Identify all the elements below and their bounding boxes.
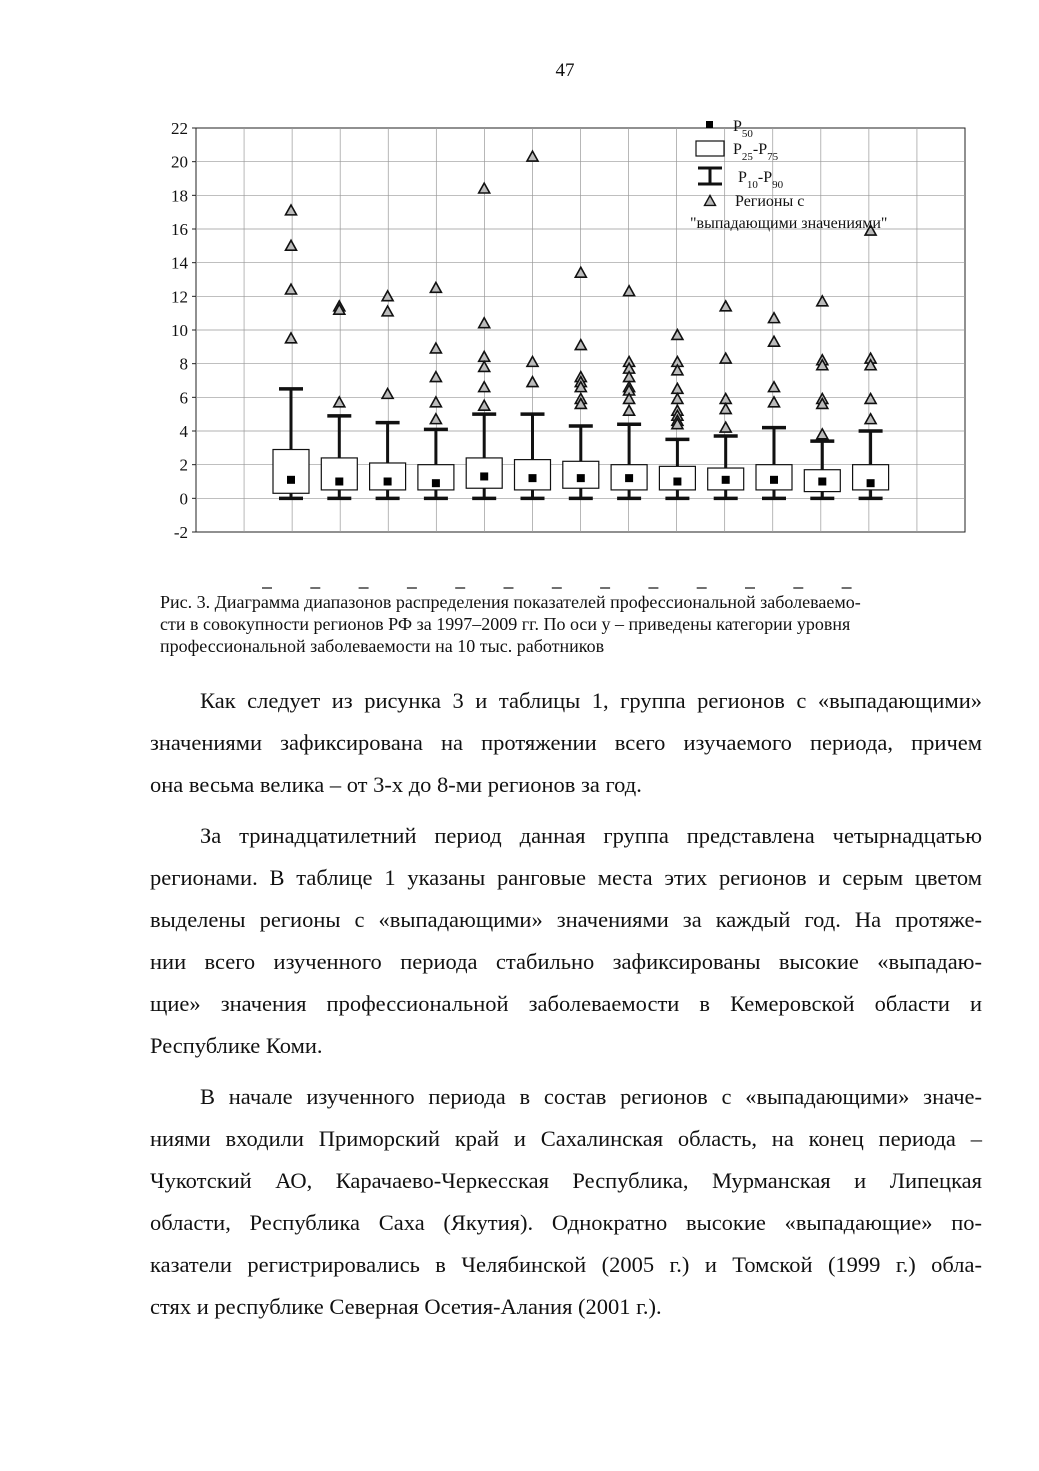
y-tick-label: 6 — [179, 388, 188, 408]
median-marker — [529, 474, 537, 482]
text-line: области, Республика Саха (Якутия). Однократно высокие «выпадающие» по- — [150, 1210, 982, 1235]
box-iqr — [273, 450, 309, 494]
y-tick-label: 16 — [171, 220, 188, 239]
median-marker — [384, 478, 392, 486]
caption-line: профессиональной заболеваемости на 10 тыс. работников — [160, 636, 605, 656]
text-line: значениями зафиксирована на протяжении всего изучаемого периода, причем — [150, 730, 982, 755]
legend-median-symbol — [706, 121, 713, 128]
y-tick-label: 20 — [171, 152, 188, 172]
median-marker — [577, 474, 585, 482]
median-marker — [335, 478, 343, 486]
text-line: нии всего изученного периода стабильно зафиксированы высокие «выпадаю- — [150, 949, 982, 974]
text-line: щие» значения профессиональной заболеваемости в Кемеровской области и — [150, 991, 982, 1016]
y-tick-label: 4 — [179, 422, 188, 441]
caption-line: Рис. 3. Диаграмма диапазонов распределения показателей профессиональной заболеваемо- — [160, 592, 861, 612]
text-line: казатели регистрировались в Челябинской (2005 г.) и Томской (1999 г.) обла- — [150, 1252, 982, 1277]
median-marker — [432, 479, 440, 487]
median-marker — [287, 476, 295, 484]
median-marker — [818, 478, 826, 486]
paragraph — [150, 680, 982, 806]
text-line: регионами. В таблице 1 указаны ранговые места этих регионов и серым цветом — [150, 865, 982, 890]
paragraph — [150, 1076, 982, 1328]
box-iqr — [370, 463, 406, 490]
median-marker — [480, 472, 488, 480]
y-tick-label: -2 — [173, 523, 188, 542]
figure-caption — [160, 591, 982, 657]
median-marker — [722, 476, 730, 484]
text-line: стях и республике Северная Осетия-Алания (2001 г.). — [150, 1294, 662, 1319]
median-marker — [625, 474, 633, 482]
y-tick-label: 0 — [179, 489, 188, 509]
text-line: Республике Коми. — [150, 1033, 323, 1058]
y-tick-label: 8 — [179, 354, 188, 374]
legend-outlier-label: "выпадающими значениями" — [690, 215, 888, 232]
caption-line: сти в совокупности регионов РФ за 1997–2009 гг. По оси у – приведены категории уровня — [160, 614, 851, 634]
text-line: В начале изученного периода в состав регионов с «выпадающими» значе- — [200, 1084, 982, 1109]
text-line: выделены регионы с «выпадающими» значениями за каждый год. На протяже- — [150, 907, 982, 932]
y-tick-label: 12 — [171, 287, 188, 307]
y-tick-label: 10 — [171, 321, 188, 340]
box-plot-chart — [150, 110, 980, 590]
body-text — [150, 680, 982, 1337]
text-line: Как следует из рисунка 3 и таблицы 1, группа регионов с «выпадающими» — [200, 688, 982, 713]
y-tick-label: 22 — [171, 119, 188, 138]
median-marker — [867, 479, 875, 487]
text-line: За тринадцатилетний период данная группа представлена четырнадцатью — [200, 823, 982, 848]
legend-box-label: $P_{25}-P_{75}$ — [733, 141, 779, 163]
page-number: 47 — [555, 60, 575, 81]
legend-whisker-label: $P_{10}-P_{90}$ — [738, 169, 784, 191]
text-line: ниями входили Приморский край и Сахалинская область, на конец периода – — [150, 1126, 982, 1151]
y-tick-label: 18 — [171, 186, 188, 206]
y-tick-label: 2 — [179, 455, 188, 475]
median-marker — [673, 478, 681, 486]
text-line: она весьма велика – от 3-х до 8-ми регионов за год. — [150, 772, 642, 797]
median-marker — [770, 476, 778, 484]
y-tick-label: 14 — [171, 253, 188, 273]
legend-outlier-label: Регионы с — [735, 193, 805, 210]
legend-median-label: $P_{50}$ — [733, 118, 753, 140]
legend-box-symbol — [696, 141, 724, 156]
paragraph — [150, 815, 982, 1067]
text-line: Чукотский АО, Карачаево-Черкесская Республика, Мурманская и Липецкая — [150, 1168, 982, 1193]
